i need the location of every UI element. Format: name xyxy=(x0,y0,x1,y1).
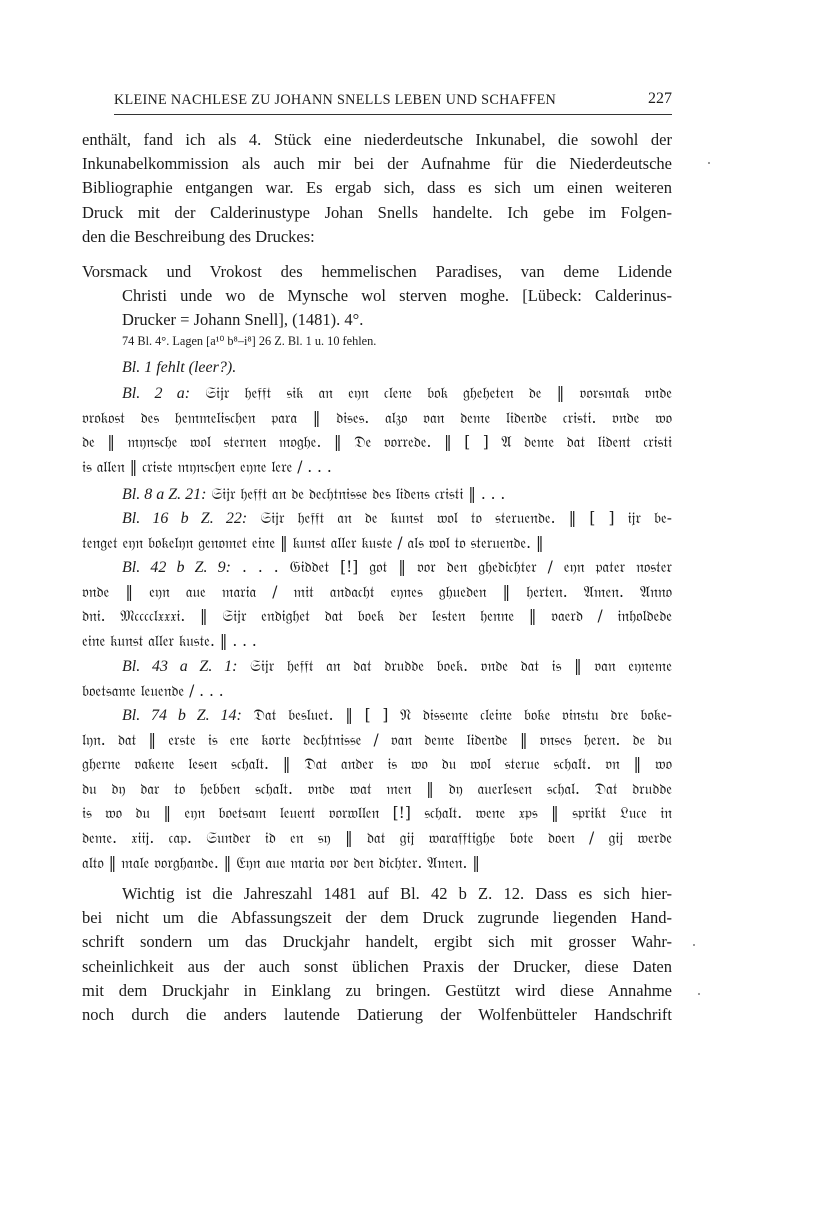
closing-paragraph xyxy=(82,882,672,1027)
intro-line: Druck mit der Calderinustype Johan Snells handelte. Ich gebe im Folgen- xyxy=(82,202,672,222)
page-number: 227 xyxy=(648,90,672,107)
intro-paragraph xyxy=(82,128,672,249)
quote-line: 𝔢𝔦𝔫𝔢 𝔨𝔲𝔫𝔰𝔱 𝔞𝔩𝔩𝔢𝔯 𝔨𝔲𝔰𝔱𝔢. ‖ . . . xyxy=(82,631,257,650)
quote-line xyxy=(82,654,672,679)
intro-line: enthält, fand ich als 4. Stück eine niederdeutsche Inkunabel, die sowohl der xyxy=(82,130,672,149)
quote-line xyxy=(82,506,672,531)
paper-speck xyxy=(698,993,700,995)
quote-line: 𝔞𝔩𝔱𝔬 ‖ 𝔪𝔞𝔩𝔢 𝔳𝔬𝔯𝔤𝔥𝔞𝔫𝔡𝔢. ‖ 𝔈𝔶𝔫 𝔞𝔲𝔢 𝔪𝔞𝔯𝔦𝔞 𝔳𝔬𝔯 𝔡𝔢𝔫 𝔡𝔦𝔠𝔥𝔱𝔢𝔯. 𝔄𝔪𝔢𝔫. ‖ xyxy=(82,853,480,872)
closing-line: noch durch die anders lautende Datierung der Wolfenbütteler Handschrift xyxy=(82,1004,672,1024)
closing-line: schrift sondern um das Druckjahr handelt, ergibt sich mit grosser Wahr- xyxy=(82,932,672,952)
leaf-8a-quote xyxy=(82,482,672,507)
closing-line: bei nicht um die Abfassungszeit der dem Druck zugrunde liegenden Hand- xyxy=(82,908,672,928)
quote-line: 𝔟𝔬𝔢𝔱𝔰𝔞𝔪𝔢 𝔩𝔢𝔲𝔢𝔫𝔡𝔢 / . . . xyxy=(82,681,224,700)
quote-line: 𝔡𝔫𝔦. 𝔐𝔠𝔠𝔠𝔠𝔩𝔵𝔵𝔵𝔦. ‖ 𝔖𝔦𝔧𝔯 𝔢𝔫𝔡𝔦𝔤𝔥𝔢𝔱 𝔡𝔞𝔱 𝔟𝔬𝔢𝔨 𝔡𝔢𝔯 𝔩𝔢𝔰𝔱𝔢𝔫 𝔥𝔢𝔫𝔫𝔢 ‖ 𝔳𝔞𝔢𝔯𝔡 / 𝔦𝔫𝔥𝔬𝔩𝔡𝔢𝔡𝔢 xyxy=(82,607,672,626)
running-title: KLEINE NACHLESE ZU JOHANN SNELLS LEBEN UND SCHAFFEN xyxy=(114,92,557,108)
quote-text: 𝔖𝔦𝔧𝔯 𝔥𝔢𝔣𝔣𝔱 𝔞𝔫 𝔡𝔞𝔱 𝔡𝔯𝔲𝔡𝔡𝔢 𝔟𝔬𝔢𝔨. 𝔳𝔫𝔡𝔢 𝔡𝔞𝔱 𝔦𝔰 ‖ 𝔳𝔞𝔫 𝔢𝔶𝔫𝔢𝔪𝔢 xyxy=(250,657,672,675)
leaf-42b-quote xyxy=(82,555,672,653)
quote-line: 𝔡𝔢𝔪𝔢. 𝔵𝔦𝔦𝔧. 𝔠𝔞𝔭. 𝔖𝔲𝔫𝔡𝔢𝔯 𝔦𝔡 𝔢𝔫 𝔰𝔶 ‖ 𝔡𝔞𝔱 𝔤𝔦𝔧 𝔴𝔞𝔯𝔞𝔣𝔣𝔱𝔦𝔤𝔥𝔢 𝔟𝔬𝔱𝔢 𝔡𝔬𝔢𝔫 / 𝔤𝔦𝔧 𝔴𝔢𝔯𝔡𝔢 xyxy=(82,828,672,847)
entry-title-line: Drucker = Johann Snell], (1481). 4°. xyxy=(122,310,364,330)
quote-line xyxy=(82,555,672,580)
paper-speck xyxy=(693,944,695,946)
leaf-1-note xyxy=(82,356,672,381)
leaf-reference: Bl. 16 b Z. 22: xyxy=(122,510,248,527)
leaf-74b-quote xyxy=(82,703,672,875)
quote-text: 𝔖𝔦𝔧𝔯 𝔥𝔢𝔣𝔣𝔱 𝔞𝔫 𝔡𝔢 𝔨𝔲𝔫𝔰𝔱 𝔴𝔬𝔩 𝔱𝔬 𝔰𝔱𝔢𝔯𝔲𝔢𝔫𝔡𝔢. ‖ [ ] 𝔦𝔧𝔯 𝔟𝔢- xyxy=(260,509,672,527)
intro-line: den die Beschreibung des Druckes: xyxy=(82,226,315,246)
bibliographic-entry-title xyxy=(82,260,672,333)
quote-line: 𝔡𝔢 ‖ 𝔪𝔶𝔫𝔰𝔠𝔥𝔢 𝔴𝔬𝔩 𝔰𝔱𝔢𝔯𝔫𝔢𝔫 𝔪𝔬𝔤𝔥𝔢. ‖ 𝔇𝔢 𝔳𝔬𝔯𝔯𝔢𝔡𝔢. ‖ [ ] 𝔄 𝔡𝔢𝔪𝔢 𝔡𝔞𝔱 𝔩𝔦𝔡𝔢𝔫𝔱 𝔠𝔯𝔦𝔰𝔱𝔦 xyxy=(82,433,672,452)
entry-title-line: Christi unde wo de Mynsche wol sterven moghe. [Lübeck: Calderinus- xyxy=(122,286,672,306)
quote-text: 𝔖𝔦𝔧𝔯 𝔥𝔢𝔣𝔣𝔱 𝔰𝔦𝔨 𝔞𝔫 𝔢𝔶𝔫 𝔠𝔩𝔢𝔫𝔢 𝔟𝔬𝔨 𝔤𝔥𝔢𝔥𝔢𝔱𝔢𝔫 𝔡𝔢 ‖ 𝔳𝔬𝔯𝔰𝔪𝔞𝔨 𝔳𝔫𝔡𝔢 xyxy=(205,384,672,402)
closing-line: mit dem Druckjahr in Einklang zu bringen. Gestützt wird diese Annahme xyxy=(82,980,672,1000)
quote-line: 𝔩𝔶𝔫. 𝔡𝔞𝔱 ‖ 𝔢𝔯𝔰𝔱𝔢 𝔦𝔰 𝔢𝔫𝔢 𝔨𝔬𝔯𝔱𝔢 𝔡𝔢𝔠𝔥𝔱𝔫𝔦𝔰𝔰𝔢 / 𝔳𝔞𝔫 𝔡𝔢𝔪𝔢 𝔩𝔦𝔡𝔢𝔫𝔡𝔢 ‖ 𝔳𝔫𝔰𝔢𝔰 𝔥𝔢𝔯𝔢𝔫. 𝔡𝔢 𝔡𝔲 xyxy=(82,730,672,749)
closing-line: Wichtig ist die Jahreszahl 1481 auf Bl. 42 b Z. 12. Dass es sich hier- xyxy=(122,884,672,903)
quote-line: 𝔡𝔲 𝔡𝔶 𝔡𝔞𝔯 𝔱𝔬 𝔥𝔢𝔟𝔟𝔢𝔫 𝔰𝔠𝔥𝔞𝔩𝔱. 𝔳𝔫𝔡𝔢 𝔴𝔞𝔱 𝔪𝔢𝔫 ‖ 𝔡𝔶 𝔞𝔲𝔢𝔯𝔩𝔢𝔰𝔢𝔫 𝔰𝔠𝔥𝔞𝔩. 𝔇𝔞𝔱 𝔡𝔯𝔲𝔡𝔡𝔢 xyxy=(82,779,672,798)
quote-line: 𝔱𝔢𝔫𝔤𝔢𝔱 𝔢𝔶𝔫 𝔟𝔬𝔨𝔢𝔩𝔶𝔫 𝔤𝔢𝔫𝔬𝔪𝔢𝔱 𝔢𝔦𝔫𝔢 ‖ 𝔨𝔲𝔫𝔰𝔱 𝔞𝔩𝔩𝔢𝔯 𝔨𝔲𝔰𝔱𝔢 / 𝔞𝔩𝔰 𝔴𝔬𝔩 𝔱𝔬 𝔰𝔱𝔢𝔯𝔲𝔢𝔫𝔡𝔢. ‖ xyxy=(82,533,544,552)
quote-line: 𝔳𝔯𝔬𝔨𝔬𝔰𝔱 𝔡𝔢𝔰 𝔥𝔢𝔪𝔪𝔢𝔩𝔦𝔰𝔠𝔥𝔢𝔫 𝔭𝔞𝔯𝔞 ‖ 𝔡𝔦𝔰𝔢𝔰. 𝔞𝔩𝔷𝔬 𝔳𝔞𝔫 𝔡𝔢𝔪𝔢 𝔩𝔦𝔡𝔢𝔫𝔡𝔢 𝔠𝔯𝔦𝔰𝔱𝔦. 𝔳𝔫𝔡𝔢 𝔴𝔬 xyxy=(82,408,672,427)
quote-line: 𝔦𝔰 𝔞𝔩𝔩𝔢𝔫 ‖ 𝔠𝔯𝔦𝔰𝔱𝔢 𝔪𝔶𝔫𝔰𝔠𝔥𝔢𝔫 𝔢𝔶𝔫𝔢 𝔩𝔢𝔯𝔢 / . . . xyxy=(82,457,332,476)
quote-line xyxy=(82,381,672,406)
quote-line: 𝔳𝔫𝔡𝔢 ‖ 𝔢𝔶𝔫 𝔞𝔲𝔢 𝔪𝔞𝔯𝔦𝔞 / 𝔪𝔦𝔱 𝔞𝔫𝔡𝔞𝔠𝔥𝔱 𝔢𝔶𝔫𝔢𝔰 𝔤𝔥𝔲𝔢𝔡𝔢𝔫 ‖ 𝔥𝔢𝔯𝔱𝔢𝔫. 𝔄𝔪𝔢𝔫. 𝔄𝔫𝔫𝔬 xyxy=(82,582,672,601)
leaf-reference: Bl. 43 a Z. 1: xyxy=(122,658,238,675)
quote-text: 𝔖𝔦𝔧𝔯 𝔥𝔢𝔣𝔣𝔱 𝔞𝔫 𝔡𝔢 𝔡𝔢𝔠𝔥𝔱𝔫𝔦𝔰𝔰𝔢 𝔡𝔢𝔰 𝔩𝔦𝔡𝔢𝔫𝔰 𝔠𝔯𝔦𝔰𝔱𝔦 ‖ . . . xyxy=(211,485,506,503)
quote-line: 𝔦𝔰 𝔴𝔬 𝔡𝔲 ‖ 𝔢𝔶𝔫 𝔟𝔬𝔢𝔱𝔰𝔞𝔪 𝔩𝔢𝔲𝔢𝔫𝔱 𝔳𝔬𝔯𝔴𝔩𝔩𝔢𝔫 [!] 𝔰𝔠𝔥𝔞𝔩𝔱. 𝔴𝔢𝔫𝔢 𝔵𝔭𝔰 ‖ 𝔰𝔭𝔯𝔦𝔨𝔱 𝔏𝔲𝔠𝔢 𝔦𝔫 xyxy=(82,804,672,823)
leaf-reference: Bl. 74 b Z. 14: xyxy=(122,707,242,724)
intro-line: Bibliographie entgangen war. Es ergab sich, dass es sich um einen weiteren xyxy=(82,178,672,198)
leaf-16b-quote xyxy=(82,506,672,555)
paper-speck xyxy=(708,162,710,164)
leaf-1-text: Bl. 1 fehlt (leer?). xyxy=(122,359,237,376)
leaf-43a-quote xyxy=(82,654,672,703)
entry-title-line: Vorsmack und Vrokost des hemmelischen Paradises, van deme Lidende xyxy=(82,262,672,281)
leaf-reference: Bl. 8 a Z. 21: xyxy=(122,486,207,503)
leaf-2a-quote xyxy=(82,381,672,479)
closing-line: scheinlichkeit aus der auch sonst üblichen Praxis der Drucker, diese Daten xyxy=(82,956,672,976)
intro-line: Inkunabelkommission als auch mir bei der Aufnahme für die Niederdeutsche xyxy=(82,154,672,174)
quote-line xyxy=(82,482,672,507)
header-rule xyxy=(114,114,672,115)
quote-line: 𝔤𝔥𝔢𝔯𝔫𝔢 𝔳𝔞𝔨𝔢𝔫𝔢 𝔩𝔢𝔰𝔢𝔫 𝔰𝔠𝔥𝔞𝔩𝔱. ‖ 𝔇𝔞𝔱 𝔞𝔫𝔡𝔢𝔯 𝔦𝔰 𝔴𝔬 𝔡𝔲 𝔴𝔬𝔩 𝔰𝔱𝔢𝔯𝔲𝔢 𝔰𝔠𝔥𝔞𝔩𝔱. 𝔳𝔫 ‖ 𝔴𝔬 xyxy=(82,755,672,774)
page-header xyxy=(114,90,672,116)
leaf-reference: Bl. 42 b Z. 9: xyxy=(122,559,231,576)
leaf-reference: Bl. 2 a: xyxy=(122,385,191,402)
quote-line xyxy=(82,703,672,728)
quote-text: . . . 𝔊𝔦𝔡𝔡𝔢𝔱 [!] 𝔤𝔬𝔱 ‖ 𝔳𝔬𝔯 𝔡𝔢𝔫 𝔤𝔥𝔢𝔡𝔦𝔠𝔥𝔱𝔢𝔯 / 𝔢𝔶𝔫 𝔭𝔞𝔱𝔢𝔯 𝔫𝔬𝔰𝔱𝔢𝔯 xyxy=(241,558,672,576)
quote-text: 𝔇𝔞𝔱 𝔟𝔢𝔰𝔩𝔲𝔢𝔱. ‖ [ ] 𝔑 𝔡𝔦𝔰𝔰𝔢𝔪𝔢 𝔠𝔩𝔢𝔦𝔫𝔢 𝔟𝔬𝔨𝔢 𝔳𝔦𝔫𝔰𝔱𝔲 𝔡𝔯𝔢 𝔟𝔬𝔨𝔢- xyxy=(253,706,672,724)
collation-note: 74 Bl. 4°. Lagen [a¹⁰ b⁸–i⁸] 26 Z. Bl. 1 u. 10 fehlen. xyxy=(122,334,377,348)
